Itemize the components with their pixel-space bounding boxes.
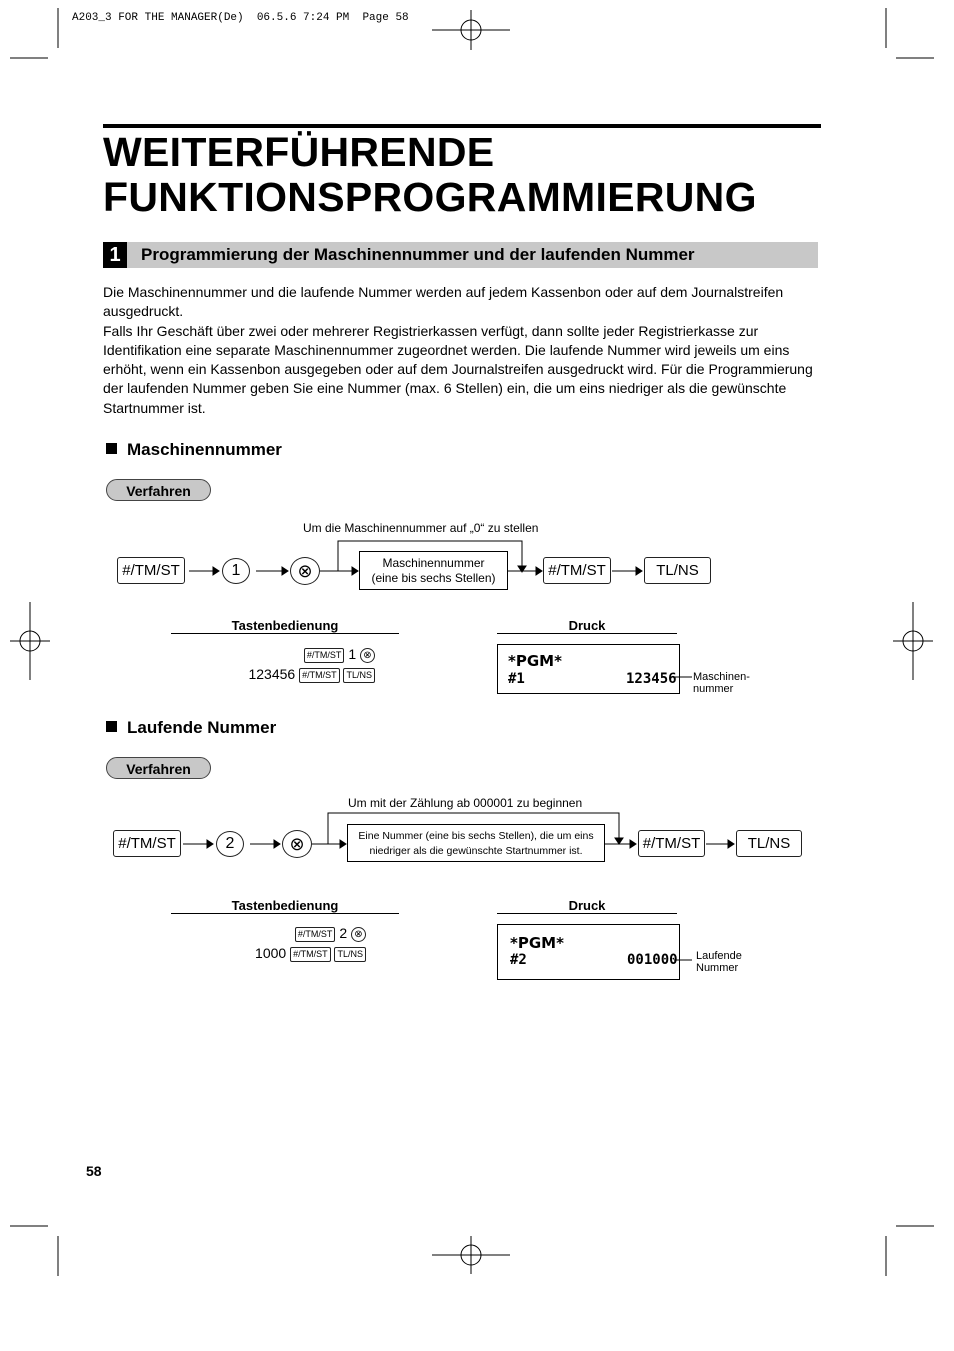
intro-paragraph-1: Die Maschinennummer und die laufende Nummer werden auf jedem Kassenbon oder auf dem Journalstreifen ausgedruckt.	[103, 284, 784, 320]
page-title-line2: FUNKTIONSPROGRAMMIERUNG	[103, 174, 757, 220]
multiply-small-key-icon: ⊗	[351, 927, 366, 942]
multiply-key-icon: ⊗	[282, 830, 312, 858]
receipt-header: *PGM*	[508, 652, 562, 670]
tmst-key: #/TM/ST	[543, 557, 611, 584]
intro-text	[103, 283, 823, 418]
machine-number-input-box	[359, 551, 508, 590]
page-title	[103, 130, 757, 220]
tmst-small-key: #/TM/ST	[304, 648, 345, 663]
receipt-code: #2	[510, 952, 527, 968]
section-number: 1	[103, 242, 127, 268]
tlns-key: TL/NS	[736, 830, 802, 857]
op-digit: 1	[348, 646, 357, 662]
op-value: 123456	[248, 666, 296, 682]
op-digit: 2	[339, 925, 348, 941]
serial-box-line2: niedriger als die gewünschte Startnummer ist.	[369, 845, 583, 857]
digit-1-key: 1	[222, 558, 250, 584]
machine-print-label: Druck	[497, 618, 677, 634]
machine-box-line1: Maschinennummer	[382, 556, 485, 570]
serial-heading: Laufende Nummer	[106, 718, 276, 738]
square-bullet-icon	[106, 721, 117, 732]
serial-receipt	[497, 924, 680, 980]
tmst-key: #/TM/ST	[117, 557, 185, 584]
receipt-value: 001000	[627, 952, 678, 968]
side-note-line1: Laufende	[696, 950, 742, 962]
serial-print-label: Druck	[497, 898, 677, 914]
tmst-small-key: #/TM/ST	[299, 668, 340, 683]
op-value: 1000	[255, 945, 287, 961]
serial-loop-note: Um mit der Zählung ab 000001 zu beginnen	[348, 796, 583, 810]
tmst-small-key: #/TM/ST	[295, 927, 336, 942]
section-title: Programmierung der Maschinennummer und der laufenden Nummer	[141, 245, 695, 264]
side-note-line2: Nummer	[696, 962, 739, 974]
serial-key-op-label: Tastenbedienung	[171, 898, 399, 914]
square-bullet-icon	[106, 443, 117, 454]
print-header: A203_3 FOR THE MANAGER(De) 06.5.6 7:24 PM Page 58	[72, 12, 409, 24]
tlns-small-key: TL/NS	[343, 668, 375, 683]
machine-key-op-label: Tastenbedienung	[171, 618, 399, 634]
machine-heading: Maschinennummer	[106, 440, 282, 460]
side-note-line1: Maschinen-	[693, 671, 750, 683]
page-title-line1: WEITERFÜHRENDE	[103, 129, 495, 175]
serial-procedure-label: Verfahren	[106, 757, 211, 779]
multiply-key-icon: ⊗	[290, 557, 320, 585]
serial-side-note	[696, 950, 742, 974]
machine-receipt	[497, 644, 680, 694]
intro-paragraph-2: Falls Ihr Geschäft über zwei oder mehrerer Registrierkassen verfügt, dann sollte jeder Registrierkasse zur Identifikation eine separate Maschinennummer zugeordnet werden. Die laufende Nummer wird jeweils um eins erhöht, wenn ein Kassenbon ausgegeben oder auf dem Journalstreifen ausgedruckt wird. Für die Programmierung der laufenden Nummer geben Sie eine Nummer (max. 6 Stellen) ein, die um eins niedriger als die gewünschte Startnummer ist.	[103, 322, 813, 416]
machine-key-ops	[200, 646, 375, 686]
receipt-value: 123456	[626, 671, 677, 687]
title-rule	[103, 124, 821, 128]
serial-key-ops	[190, 925, 366, 965]
tmst-key: #/TM/ST	[113, 830, 181, 857]
tlns-key: TL/NS	[644, 557, 711, 584]
machine-side-note	[693, 671, 750, 695]
machine-loop-note: Um die Maschinennummer auf „0“ zu stellen	[303, 521, 539, 535]
tmst-small-key: #/TM/ST	[290, 947, 331, 962]
serial-number-input-box	[347, 824, 605, 862]
page-number: 58	[86, 1163, 102, 1179]
side-note-line2: nummer	[693, 683, 734, 695]
digit-2-key: 2	[216, 831, 244, 857]
serial-box-line1: Eine Nummer (eine bis sechs Stellen), die um eins	[358, 830, 594, 842]
tmst-key: #/TM/ST	[638, 830, 705, 857]
machine-procedure-label: Verfahren	[106, 479, 211, 501]
machine-box-line2: (eine bis sechs Stellen)	[371, 571, 496, 585]
tlns-small-key: TL/NS	[334, 947, 366, 962]
receipt-header: *PGM*	[510, 934, 564, 952]
multiply-small-key-icon: ⊗	[360, 648, 375, 663]
receipt-code: #1	[508, 671, 525, 687]
